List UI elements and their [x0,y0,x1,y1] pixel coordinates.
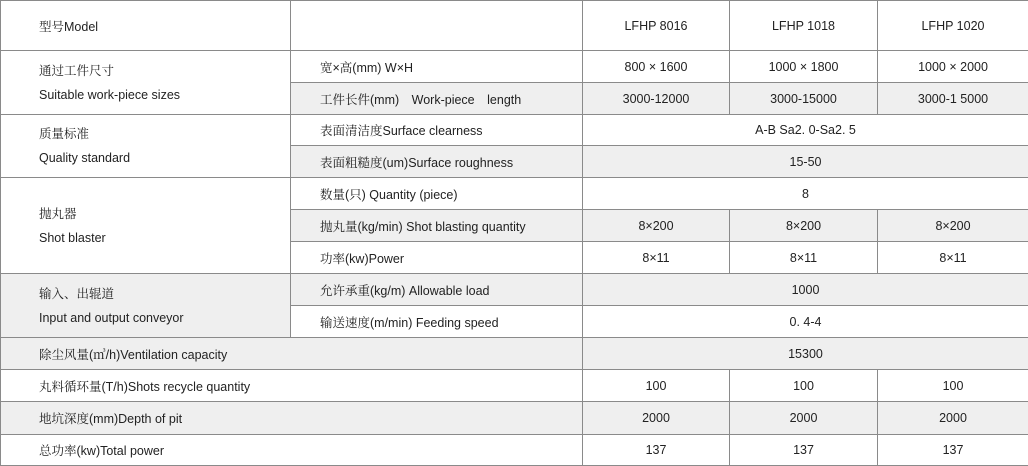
value-cell: 8×200 [878,210,1028,242]
value-cell: 8×11 [730,242,878,274]
value-cell: 15300 [583,338,1028,370]
value-cell: 0. 4-4 [583,306,1028,338]
value-cell: 3000-15000 [730,83,878,115]
value-cell: 8×200 [730,210,878,242]
value-cell: 8×11 [583,242,730,274]
table-row [1,178,1028,210]
value-cell: A-B Sa2. 0-Sa2. 5 [583,115,1028,146]
param-label: 总功率(kw)Total power [1,435,583,466]
value-cell: 2000 [583,402,730,435]
table-row [1,370,1028,402]
value-cell: 137 [730,435,878,466]
param-label: 表面清洁度Surface clearness [291,115,583,146]
table-row [1,51,1028,83]
param-label: 丸料循环量(T/h)Shots recycle quantity [1,370,583,402]
value-cell: 8 [583,178,1028,210]
param-label: 输送速度(m/min) Feeding speed [291,306,583,338]
group-label-blaster [1,178,291,274]
group-label-cn: 通过工件尺寸 [39,63,115,78]
model-name: LFHP 1018 [730,1,878,51]
param-label: 表面粗糙度(um)Surface roughness [291,146,583,178]
table-row [1,338,1028,370]
param-label: 除尘风量(㎥/h)Ventilation capacity [1,338,583,370]
param-label: 工件长件(mm) Work-piece length [291,83,583,115]
table-row [1,115,1028,146]
value-cell: 137 [878,435,1028,466]
header-blank-cell [291,1,583,51]
header-row [1,1,1028,51]
group-label-en: Suitable work-piece sizes [39,87,181,102]
table-row [1,435,1028,466]
value-cell: 2000 [730,402,878,435]
value-cell: 100 [583,370,730,402]
group-label-en: Quality standard [39,151,131,165]
param-label: 地坑深度(mm)Depth of pit [1,402,583,435]
param-label: 抛丸量(kg/min) Shot blasting quantity [291,210,583,242]
value-cell: 15-50 [583,146,1028,178]
group-label-en: Shot blaster [39,230,106,245]
param-label: 功率(kw)Power [291,242,583,274]
group-label-cn: 输入、出辊道 [39,286,115,301]
value-cell: 100 [878,370,1028,402]
group-label-cn: 质量标准 [39,127,90,141]
group-label-cn: 抛丸器 [39,206,77,221]
table-row [1,402,1028,435]
group-label-conveyor [1,274,291,338]
param-label: 允许承重(kg/m) Allowable load [291,274,583,306]
value-cell: 137 [583,435,730,466]
param-label: 宽×高(mm) W×H [291,51,583,83]
value-cell: 1000 [583,274,1028,306]
group-label-quality [1,115,291,178]
value-cell: 2000 [878,402,1028,435]
value-cell: 8×200 [583,210,730,242]
value-cell: 3000-12000 [583,83,730,115]
value-cell: 8×11 [878,242,1028,274]
model-label: 型号Model [1,1,291,51]
value-cell: 1000 × 2000 [878,51,1028,83]
value-cell: 100 [730,370,878,402]
group-label-en: Input and output conveyor [39,310,184,325]
model-name: LFHP 8016 [583,1,730,51]
param-label: 数量(只) Quantity (piece) [291,178,583,210]
value-cell: 1000 × 1800 [730,51,878,83]
table-row [1,274,1028,306]
model-name: LFHP 1020 [878,1,1028,51]
value-cell: 800 × 1600 [583,51,730,83]
group-label-workpiece [1,51,291,115]
value-cell: 3000-1 5000 [878,83,1028,115]
